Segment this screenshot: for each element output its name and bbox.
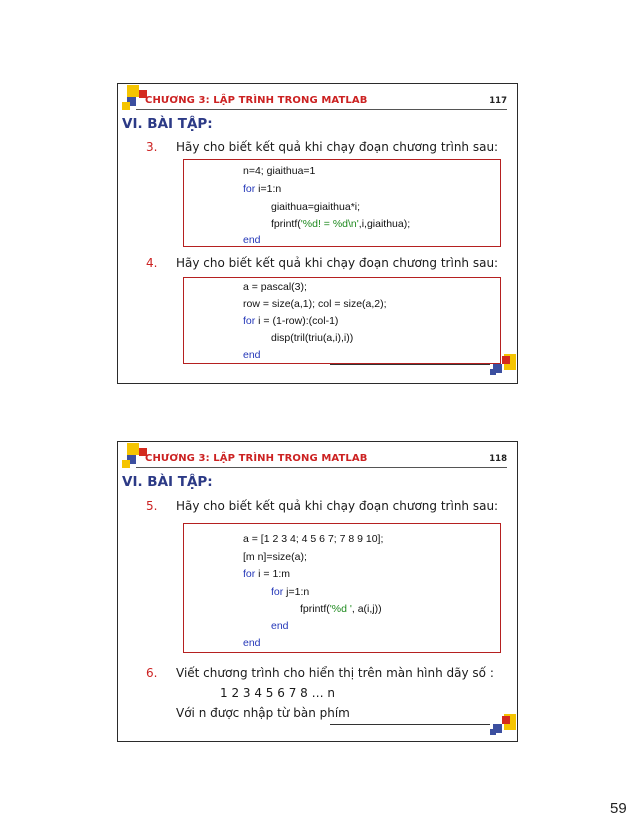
slide-page-number: 117 <box>489 96 507 106</box>
code-line <box>300 603 382 615</box>
code-line: row = size(a,1); col = size(a,2); <box>243 298 387 310</box>
deco-square-yellow <box>127 443 139 455</box>
code-line <box>271 586 309 598</box>
code-keyword: for <box>243 315 256 327</box>
number-sequence: 1 2 3 4 5 6 7 8 … n <box>220 686 336 700</box>
code-line <box>243 315 338 327</box>
header-rule <box>136 109 507 110</box>
code-block-4 <box>183 277 501 364</box>
code-text: fprintf( <box>300 603 330 615</box>
code-keyword: for <box>243 183 256 195</box>
footer-rule <box>330 364 490 365</box>
code-line: giaithua=giaithua*i; <box>271 201 361 213</box>
code-block-3 <box>183 159 501 247</box>
code-line <box>271 620 289 632</box>
question-number: 4. <box>146 256 158 270</box>
code-text: i = 1:m <box>255 568 290 580</box>
code-string: '%d! = %d\n' <box>300 218 359 230</box>
code-keyword: end <box>243 637 261 649</box>
code-line <box>243 183 281 195</box>
section-title: VI. BÀI TẬP: <box>122 474 213 490</box>
slide-page-number: 118 <box>489 454 507 464</box>
code-keyword: end <box>271 620 289 632</box>
code-keyword: for <box>271 586 284 598</box>
slide-118 <box>117 441 518 742</box>
code-line <box>243 349 261 361</box>
deco-square-red <box>502 356 510 364</box>
question-5 <box>146 499 498 513</box>
code-line: [m n]=size(a); <box>243 551 307 563</box>
question-number: 3. <box>146 140 158 154</box>
deco-square-blue-2 <box>490 369 496 375</box>
code-line: disp(tril(triu(a,i),i)) <box>271 332 354 344</box>
question-text: Viết chương trình cho hiển thị trên màn hình dãy số : <box>176 666 494 680</box>
question-text: Hãy cho biết kết quả khi chạy đoạn chương trình sau: <box>176 140 499 154</box>
code-text: fprintf( <box>271 218 301 230</box>
question-text: Hãy cho biết kết quả khi chạy đoạn chương trình sau: <box>176 499 499 513</box>
code-string: '%d ' <box>329 603 352 615</box>
code-keyword: end <box>243 349 261 361</box>
question-text: Hãy cho biết kết quả khi chạy đoạn chương trình sau: <box>176 256 499 270</box>
code-text: , a(i,j)) <box>351 603 382 615</box>
footer-rule <box>330 724 490 725</box>
header-rule <box>136 467 507 468</box>
code-text: i = (1-row):(col-1) <box>255 315 339 327</box>
deco-square-yellow <box>127 85 139 97</box>
input-note: Với n được nhập từ bàn phím <box>176 706 350 720</box>
code-keyword: end <box>243 234 261 246</box>
code-line <box>243 637 261 649</box>
code-keyword: for <box>243 568 256 580</box>
code-text: ,i,giaithua); <box>358 218 411 230</box>
code-line <box>271 218 410 230</box>
code-line <box>243 234 261 246</box>
code-text: j=1:n <box>283 586 310 598</box>
deco-square-yellow-2 <box>122 102 130 110</box>
question-number: 5. <box>146 499 158 513</box>
code-line: n=4; giaithua=1 <box>243 165 316 177</box>
code-text: i=1:n <box>255 183 282 195</box>
deco-square-yellow-2 <box>122 460 130 468</box>
question-3 <box>146 140 498 154</box>
section-title: VI. BÀI TẬP: <box>122 116 213 132</box>
document-page-number: 59 <box>610 800 627 817</box>
deco-square-blue-2 <box>490 729 496 735</box>
code-line: a = [1 2 3 4; 4 5 6 7; 7 8 9 10]; <box>243 533 384 545</box>
code-line <box>243 568 290 580</box>
slide-header: CHƯƠNG 3: LẬP TRÌNH TRONG MATLAB <box>145 95 368 106</box>
code-line: a = pascal(3); <box>243 281 307 293</box>
code-block-5 <box>183 523 501 653</box>
deco-square-red <box>502 716 510 724</box>
slide-117 <box>117 83 518 384</box>
question-number: 6. <box>146 666 158 680</box>
question-6 <box>146 666 494 680</box>
slide-header: CHƯƠNG 3: LẬP TRÌNH TRONG MATLAB <box>145 453 368 464</box>
question-4 <box>146 256 498 270</box>
